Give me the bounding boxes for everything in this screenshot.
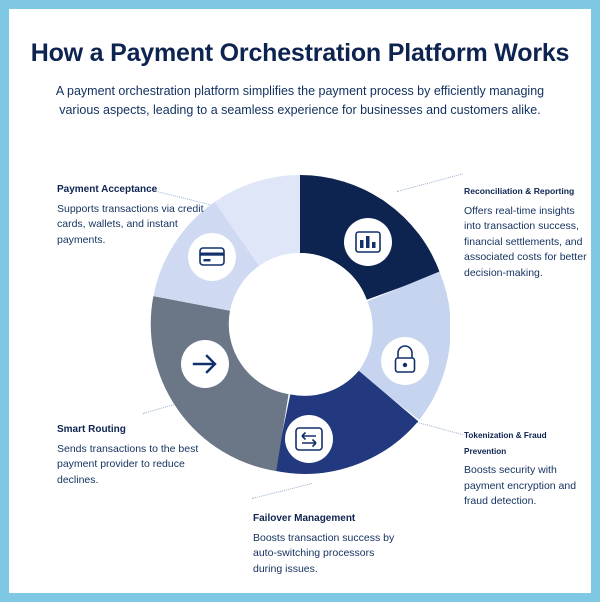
icon-bubble-failover <box>285 415 333 463</box>
callout-heading: Payment Acceptance <box>57 184 158 195</box>
callout-body: Supports transactions via credit cards, wallets, and instant payments. <box>57 202 204 246</box>
page-title: How a Payment Orchestration Platform Works <box>30 39 570 67</box>
segment-top-left-band <box>237 214 300 234</box>
callout-body: Boosts transaction success by auto-switching processors during issues. <box>253 531 395 575</box>
icon-bubble-tokenization <box>381 337 429 385</box>
callout-tokenization-fraud-prevention <box>464 428 589 510</box>
callout-body: Sends transactions to the best payment provider to reduce declines. <box>57 442 199 486</box>
callout-heading: Reconciliation & Reporting <box>464 186 575 196</box>
icon-bubble-smart-routing <box>181 340 229 388</box>
icon-bubble-reconciliation <box>344 218 392 266</box>
infographic-canvas <box>9 9 591 593</box>
leader-line-failover <box>252 483 312 499</box>
donut-center <box>229 253 371 395</box>
page-subtitle: A payment orchestration platform simplifies the payment process by efficiently managing various aspects, leading to a seamless experience for businesses and customers alike. <box>55 84 545 117</box>
callout-heading: Tokenization & Fraud Prevention <box>464 431 547 456</box>
callout-failover-management <box>253 511 403 577</box>
callout-heading: Failover Management <box>253 513 356 524</box>
callout-payment-acceptance <box>57 182 207 248</box>
callout-body: Boosts security with payment encryption and fraud detection. <box>464 464 577 507</box>
callout-heading: Smart Routing <box>57 424 126 435</box>
callout-body: Offers real-time insights into transaction success, financial settlements, and associated costs for better decision-making. <box>464 204 587 279</box>
callout-reconciliation-reporting <box>464 184 589 281</box>
callout-smart-routing <box>57 422 207 488</box>
